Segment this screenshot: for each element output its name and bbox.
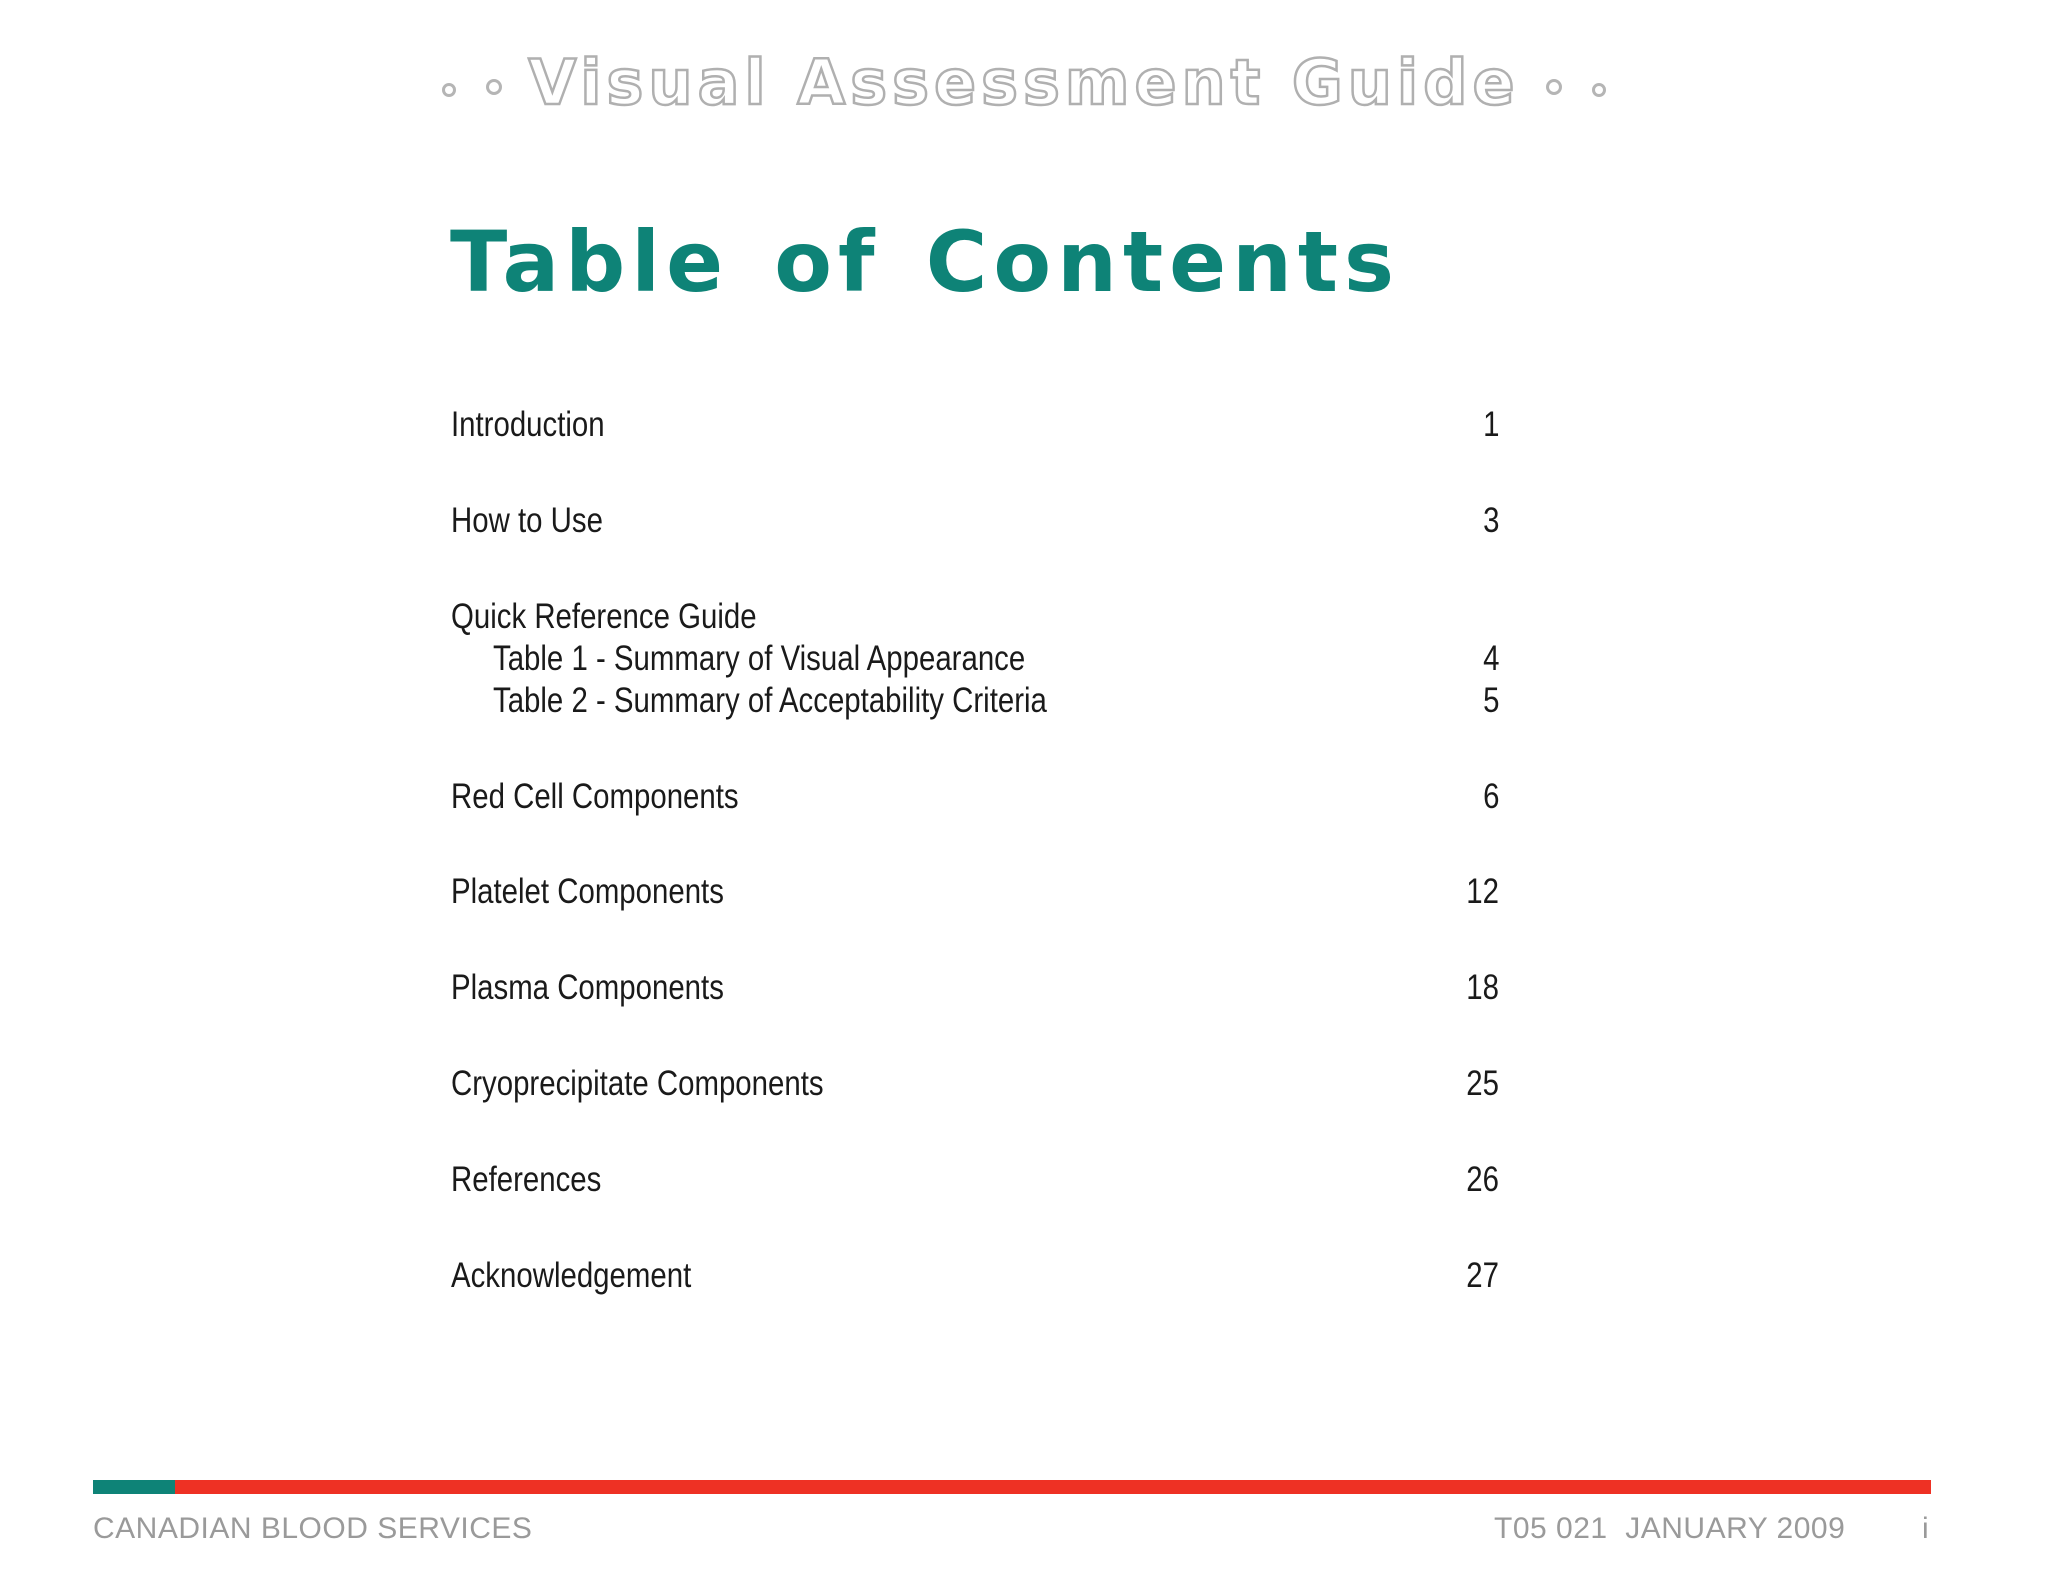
toc-entry-label: Quick Reference Guide [451, 597, 757, 636]
header-title-group [442, 40, 1605, 126]
footer-organization: CANADIAN BLOOD SERVICES [93, 1512, 533, 1545]
toc-entry-table-2[interactable] [451, 680, 1499, 722]
toc-entry-label: How to Use [451, 501, 603, 540]
footer-color-bar [93, 1480, 1931, 1494]
toc-entry-quick-reference-guide[interactable] [451, 596, 1499, 638]
toc-entry-label: References [451, 1160, 602, 1199]
toc-entry-label: Platelet Components [451, 872, 724, 911]
footer-document-code: T05 021 JANUARY 2009 [1494, 1512, 1846, 1545]
toc-entry-page: 12 [1466, 872, 1499, 911]
toc-entry-page: 6 [1482, 777, 1499, 816]
toc-entry-red-cell-components[interactable] [451, 776, 1499, 818]
page-title: Table of Contents [450, 213, 1401, 311]
toc-entry-page: 4 [1482, 639, 1499, 678]
toc-entry-page: 18 [1466, 968, 1499, 1007]
header-title: Visual Assessment Guide [528, 46, 1520, 119]
toc-entry-plasma-components[interactable] [451, 967, 1499, 1009]
toc-entry-page: 27 [1466, 1256, 1499, 1295]
page-header [0, 40, 2048, 130]
decorative-dot-icon [486, 79, 502, 95]
toc-entry-page: 1 [1482, 405, 1499, 444]
toc-entry-acknowledgement[interactable] [451, 1255, 1499, 1297]
toc-entry-label: Introduction [451, 405, 605, 444]
toc-entry-page: 5 [1482, 681, 1499, 720]
toc-entry-label: Cryoprecipitate Components [451, 1064, 824, 1103]
toc-entry-page: 3 [1482, 501, 1499, 540]
footer-bar-green-segment [93, 1480, 175, 1494]
toc-entry-introduction[interactable] [451, 404, 1499, 446]
toc-entry-platelet-components[interactable] [451, 871, 1499, 913]
toc-entry-cryoprecipitate-components[interactable] [451, 1063, 1499, 1105]
toc-entry-how-to-use[interactable] [451, 500, 1499, 542]
decorative-dot-icon [1546, 79, 1562, 95]
toc-entry-table-1[interactable] [451, 638, 1499, 680]
decorative-dot-icon [1592, 83, 1606, 97]
footer-bar-red-segment [175, 1480, 1931, 1494]
decorative-dot-icon [442, 83, 456, 97]
toc-entry-references[interactable] [451, 1159, 1499, 1201]
toc-entry-label: Red Cell Components [451, 777, 739, 816]
toc-entry-label: Table 2 - Summary of Acceptability Criteria [493, 681, 1047, 720]
toc-entry-page: 26 [1466, 1160, 1499, 1199]
toc-entry-label: Acknowledgement [451, 1256, 692, 1295]
footer-page-number: i [1922, 1512, 1929, 1545]
toc-entry-label: Table 1 - Summary of Visual Appearance [493, 639, 1026, 678]
toc-entry-label: Plasma Components [451, 968, 724, 1007]
toc-entry-page: 25 [1466, 1064, 1499, 1103]
